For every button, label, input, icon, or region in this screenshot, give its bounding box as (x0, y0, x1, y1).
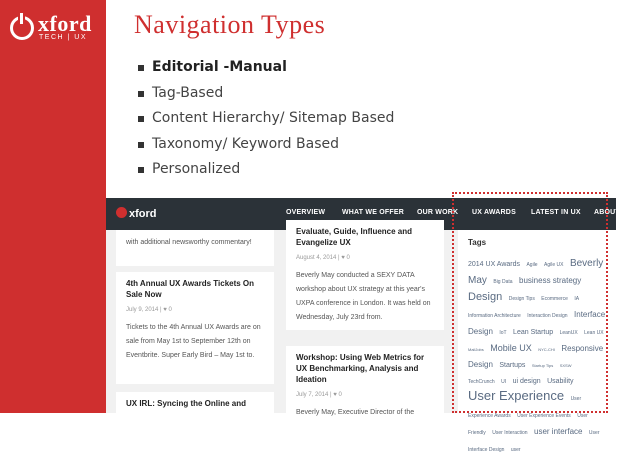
bullet-taxonomy: Taxonomy/ Keyword Based (138, 135, 394, 161)
bullet-tag-based: Tag-Based (138, 84, 394, 110)
tag-link[interactable]: Startups (499, 362, 526, 369)
nav-our-work[interactable]: OUR WORK (417, 209, 459, 216)
tag-link[interactable]: User Experience (468, 388, 565, 403)
post-card[interactable] (286, 220, 444, 330)
power-icon (116, 207, 127, 218)
tag-link[interactable]: User Experience Awards (468, 396, 582, 419)
post-card[interactable] (286, 346, 444, 426)
tag-link[interactable]: Usability (547, 378, 574, 385)
post-title[interactable]: Evaluate, Guide, Influence and Evangelize UX (296, 227, 413, 247)
post-card[interactable] (116, 272, 274, 384)
tag-link[interactable]: Ecommerce (541, 296, 568, 302)
site-logo[interactable] (116, 207, 157, 220)
site-logo-word: xford (129, 208, 157, 220)
tag-link[interactable]: Lean UX (584, 330, 604, 336)
bullet-editorial: Editorial -Manual (138, 58, 394, 84)
tag-link[interactable]: MailJobs (468, 347, 484, 352)
nav-what-we-offer[interactable]: WHAT WE OFFER (342, 209, 404, 216)
logo-wordmark: xford (38, 11, 92, 36)
post-meta: July 9, 2014 | ♥ 0 (126, 307, 172, 313)
tag-link[interactable]: ui design (512, 378, 541, 385)
tag-link[interactable]: User Experience Events (517, 413, 571, 419)
tag-link[interactable]: Startup Tips (531, 363, 554, 368)
tag-link[interactable]: Big Data (493, 279, 513, 285)
tag-link[interactable]: Interface Design (468, 310, 606, 336)
sidebar-band (0, 0, 106, 413)
tag-link[interactable]: Responsive Design (468, 344, 604, 369)
nav-ux-awards[interactable]: UX AWARDS (472, 209, 516, 216)
post-excerpt: Beverly May conducted a SEXY DATA workshop about UX strategy at this year's UXPA conference in London. It was held on Wednesday, July 23rd from. (296, 272, 431, 321)
tag-link[interactable]: Beverly May (468, 258, 604, 286)
tag-link[interactable]: Agile UX (544, 262, 564, 268)
nav-latest-in-ux[interactable]: LATEST IN UX (531, 209, 581, 216)
tag-link[interactable]: NYC-CHI (538, 347, 555, 352)
tag-link[interactable]: IA (574, 296, 580, 302)
nav-overview[interactable]: OVERVIEW (286, 209, 326, 216)
bullet-personalized: Personalized (138, 160, 394, 186)
tags-heading: Tags (468, 238, 487, 247)
tag-link[interactable]: User Interaction (492, 430, 528, 436)
tag-link[interactable]: Design Tips (508, 296, 535, 302)
tag-link[interactable]: Information Architecture (468, 313, 521, 319)
tag-link[interactable]: LeanUX (559, 330, 578, 336)
post-title[interactable]: UX IRL: Syncing the Online and (126, 399, 247, 408)
slide-title: Navigation Types (134, 10, 326, 39)
tag-link[interactable]: user (510, 447, 521, 453)
tag-link[interactable]: IoT (499, 330, 507, 336)
tag-link[interactable]: 2014 UX Awards (468, 261, 521, 268)
nav-about[interactable]: ABOUT (594, 209, 620, 216)
tag-link[interactable]: UI (501, 379, 507, 385)
bullet-list (138, 58, 394, 186)
logo-tagline: TECH | UX (39, 34, 87, 41)
post-excerpt: with additional newsworthy commentary! (126, 239, 252, 246)
tag-link[interactable]: Design (468, 291, 503, 303)
tag-link[interactable]: Interaction Design (527, 313, 568, 319)
power-icon (10, 16, 34, 40)
oxford-logo[interactable] (6, 10, 100, 46)
post-excerpt: Tickets to the 4th Annual UX Awards are on sale from May 1st to September 12th on Eventbrite. Super Early Bird – May 1st to. (126, 324, 261, 359)
tag-link[interactable]: Agile (526, 262, 538, 268)
post-title[interactable]: Workshop: Using Web Metrics for UX Benchmarking, Analysis and Ideation (296, 353, 425, 384)
tag-link[interactable]: User Interface Design (468, 430, 600, 453)
post-card-snippet (116, 230, 274, 266)
highlight-box (452, 192, 608, 413)
tag-link[interactable]: Lean Startup (513, 329, 554, 336)
tag-link[interactable]: Mobile UX (490, 343, 532, 353)
tag-link[interactable]: User Friendly (468, 413, 588, 436)
tag-link[interactable]: SXSW (559, 363, 572, 368)
tag-link[interactable]: business strategy (519, 276, 582, 285)
post-meta: July 7, 2014 | ♥ 0 (296, 392, 342, 398)
tag-link[interactable]: TechCrunch (468, 379, 495, 385)
post-card[interactable] (116, 392, 274, 422)
tag-link[interactable]: user interface (534, 427, 583, 436)
post-title[interactable]: 4th Annual UX Awards Tickets On Sale Now (126, 279, 255, 299)
post-excerpt: Beverly May, Executive Director of the (296, 409, 415, 416)
bullet-content-hierarchy: Content Hierarchy/ Sitemap Based (138, 109, 394, 135)
post-meta: August 4, 2014 | ♥ 0 (296, 255, 350, 261)
